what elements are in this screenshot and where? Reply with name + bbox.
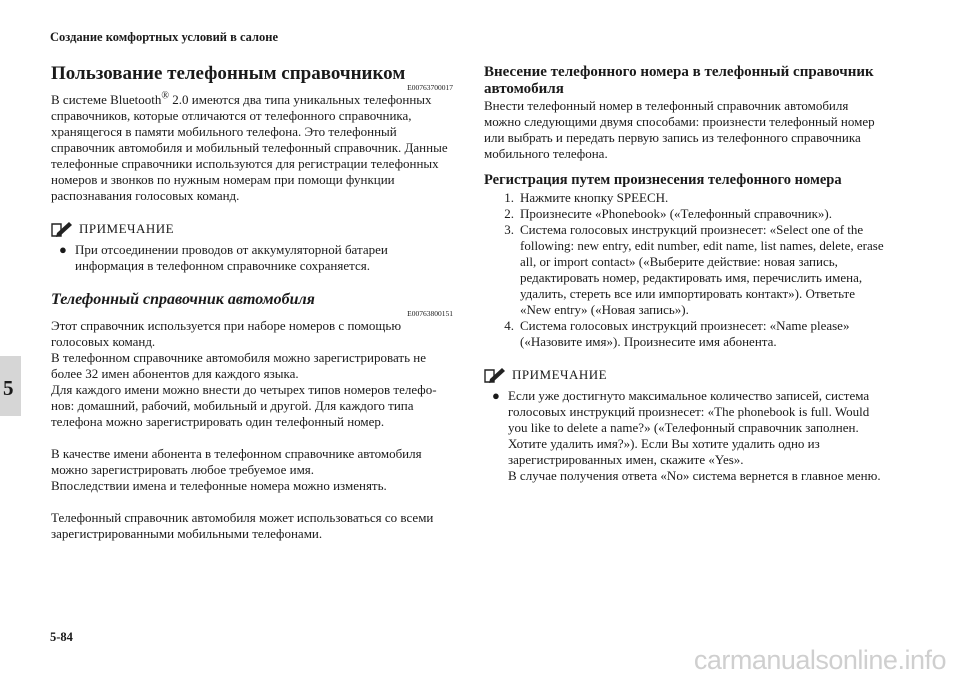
- paragraph: В качестве имени абонента в телефонном справочнике автомобиля можно зарегистрировать любое требуемое имя.: [51, 446, 422, 477]
- registered-mark: ®: [161, 90, 170, 102]
- paragraph: Для каждого имени можно внести до четырех типов номеров телефо-нов: домашний, рабочий, мобильный и другой. Для каждого типа телефона можно зарегистрировать один телефонный номер.: [51, 382, 437, 429]
- bullet-icon: ●: [59, 242, 67, 257]
- chapter-tab: [0, 356, 21, 416]
- note-block: [484, 366, 888, 484]
- running-header: Создание комфортных условий в салоне: [50, 30, 279, 44]
- section-title: Внесение телефонного номера в телефонный справочник автомобиля: [484, 64, 874, 97]
- note-text: Если уже достигнуто максимальное количество записей, система голосовых инструкций произнесет: «The phonebook is full. Would you like to delete a name?» («Телефонный справочник заполнен. Хотите удалить имя?»). Если Вы хотите удалить одно из зарегистрированных имен, скажите «Yes». В случае получения ответа «No» система вернется в главное меню.: [508, 388, 881, 483]
- note-label: ПРИМЕЧАНИЕ: [512, 367, 608, 382]
- left-column: [51, 58, 453, 542]
- subsection-code: E00763800151: [407, 309, 453, 318]
- note-label: ПРИМЕЧАНИЕ: [79, 221, 175, 236]
- note-pencil-icon: [51, 221, 73, 237]
- note-item: [484, 388, 888, 484]
- steps-list: [484, 190, 888, 350]
- note-text: При отсоединении проводов от аккумуляторной батареи информация в телефонном справочнике сохраняется.: [75, 242, 388, 273]
- note-header: [484, 366, 888, 384]
- paragraph: Этот справочник используется при наборе номеров с помощью голосовых команд.: [51, 318, 402, 349]
- intro-paragraph: В системе Bluetooth® 2.0 имеются два типа уникальных телефонных справочников, которые отличаются от телефонного справочника, хранящегося в памяти мобильного телефона. Это телефонный справочник автомобиля и мобильный телефонный справочник. Данные телефонные справочники используются для регистрации телефонных номеров и звонков по нужным номерам при помощи функции распознавания голосовых команд.: [51, 90, 448, 203]
- note-item: [51, 242, 453, 274]
- list-item: 4. Система голосовых инструкций произнесет: «Name please» («Назовите имя»). Произнесите имя абонента.: [504, 318, 850, 349]
- note-pencil-icon: [484, 367, 506, 383]
- bullet-icon: ●: [492, 388, 500, 403]
- note-header: [51, 220, 453, 238]
- subsection-title: Регистрация путем произнесения телефонного номера: [484, 172, 842, 188]
- list-item: 1. Нажмите кнопку SPEECH.: [504, 190, 669, 205]
- list-item: 2. Произнесите «Phonebook» («Телефонный справочник»).: [504, 206, 833, 221]
- subsection-title: Телефонный справочник автомобиля: [51, 291, 315, 308]
- note-block: [51, 220, 453, 274]
- paragraph: Впоследствии имена и телефонные номера можно изменять.: [51, 478, 387, 493]
- paragraph: В телефонном справочнике автомобиля можно зарегистрировать не более 32 имен абонентов для каждого языка.: [51, 350, 427, 381]
- right-column: [484, 58, 888, 484]
- chapter-number: 5: [3, 376, 14, 400]
- list-item: 3. Система голосовых инструкций произнесет: «Select one of the following: new entry, edit number, edit name, list names, delete, erase all, or import contact» («Выберите действие: новая запись, редактировать номер, редактировать имя, перечислить имена, удалить, стереть все или импортировать контакт»). Ответьте «New entry» («Новая запись»).: [504, 222, 884, 317]
- section-code: E00763700017: [407, 83, 453, 92]
- section-title: Пользование телефонным справочником: [51, 63, 406, 84]
- watermark: carmanualsonline.info: [693, 645, 946, 675]
- paragraph: Телефонный справочник автомобиля может использоваться со всеми зарегистрированными мобильными телефонами.: [51, 510, 434, 541]
- intro-paragraph: Внести телефонный номер в телефонный справочник автомобиля можно следующими двумя способами: произнести телефонный номер или выбрать и передать первую запись из телефонного справочника мобильного телефона.: [484, 98, 875, 161]
- page-number: 5-84: [50, 630, 73, 644]
